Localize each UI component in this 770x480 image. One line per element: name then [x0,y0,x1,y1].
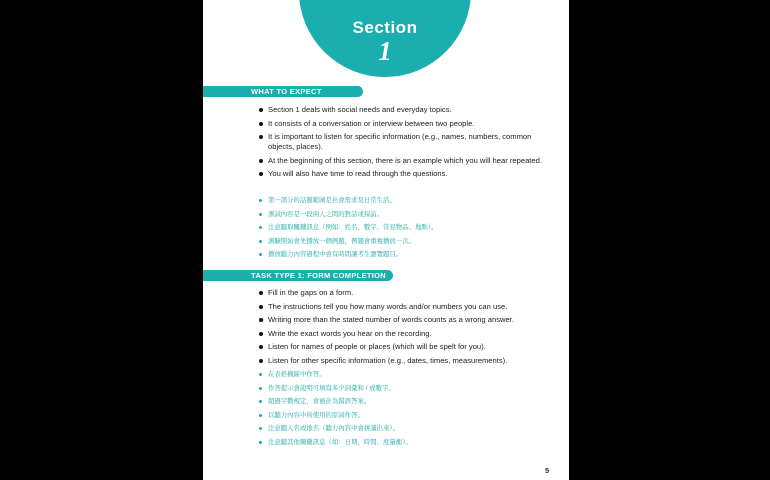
list-item: 第一部分的話題範圍是社會需求及日常生活。 [259,196,559,205]
task-type-1-chinese-list [259,370,559,452]
list-item: Section 1 deals with social needs and everyday topics. [259,105,559,115]
list-item: 作答提示會說明可填寫多少詞彙和 / 或數字。 [259,384,559,393]
list-item: 以聽力內容中所使用的原詞作答。 [259,411,559,420]
task-type-1-title: TASK TYPE 1: FORM COMPLETION [251,271,386,280]
list-item: 超過字數規定，會被計為錯誤答案。 [259,397,559,406]
list-item: 注意聽人名或地名（聽力內容中會拼讀出來）。 [259,424,559,433]
list-item: 注意聽取關鍵訊息（例如：姓名、數字、常見物品、地點）。 [259,223,559,232]
list-item: It consists of a conversation or interview between two people. [259,119,559,129]
list-item: Listen for names of people or places (which will be spelt for you). [259,342,559,352]
list-item: At the beginning of this section, there is an example which you will hear repeated. [259,156,559,166]
what-to-expect-header [203,86,363,97]
task-type-1-english-list [259,288,559,369]
list-item: Writing more than the stated number of words counts as a wrong answer. [259,315,559,325]
list-item: Fill in the gaps on a form. [259,288,559,298]
list-item: 播放聽力內容過程中會有時間讓考生瀏覽題目。 [259,250,559,259]
page-number: 5 [545,468,549,475]
what-to-expect-chinese-list [259,196,559,264]
list-item: Listen for other specific information (e.g., dates, times, measurements). [259,356,559,366]
list-item: 測試內容是一段兩人之間的對話或採訪。 [259,210,559,219]
list-item: 在表格橫線中作答。 [259,370,559,379]
what-to-expect-title: WHAT TO EXPECT [251,87,322,96]
list-item: Write the exact words you hear on the recording. [259,329,559,339]
list-item: 測驗開始會先播放一個例題，例題會重複播放一次。 [259,237,559,246]
list-item: You will also have time to read through the questions. [259,169,559,179]
list-item: The instructions tell you how many words and/or numbers you can use. [259,302,559,312]
book-page [203,0,569,480]
section-title: Section [352,18,418,37]
section-number: 1 [378,36,392,66]
list-item: It is important to listen for specific information (e.g., names, numbers, common objects, places). [259,132,559,152]
task-type-1-header [203,270,393,281]
list-item: 注意聽其他關鍵訊息（如：日期、時間、度量衡）。 [259,438,559,447]
what-to-expect-english-list [259,105,559,183]
